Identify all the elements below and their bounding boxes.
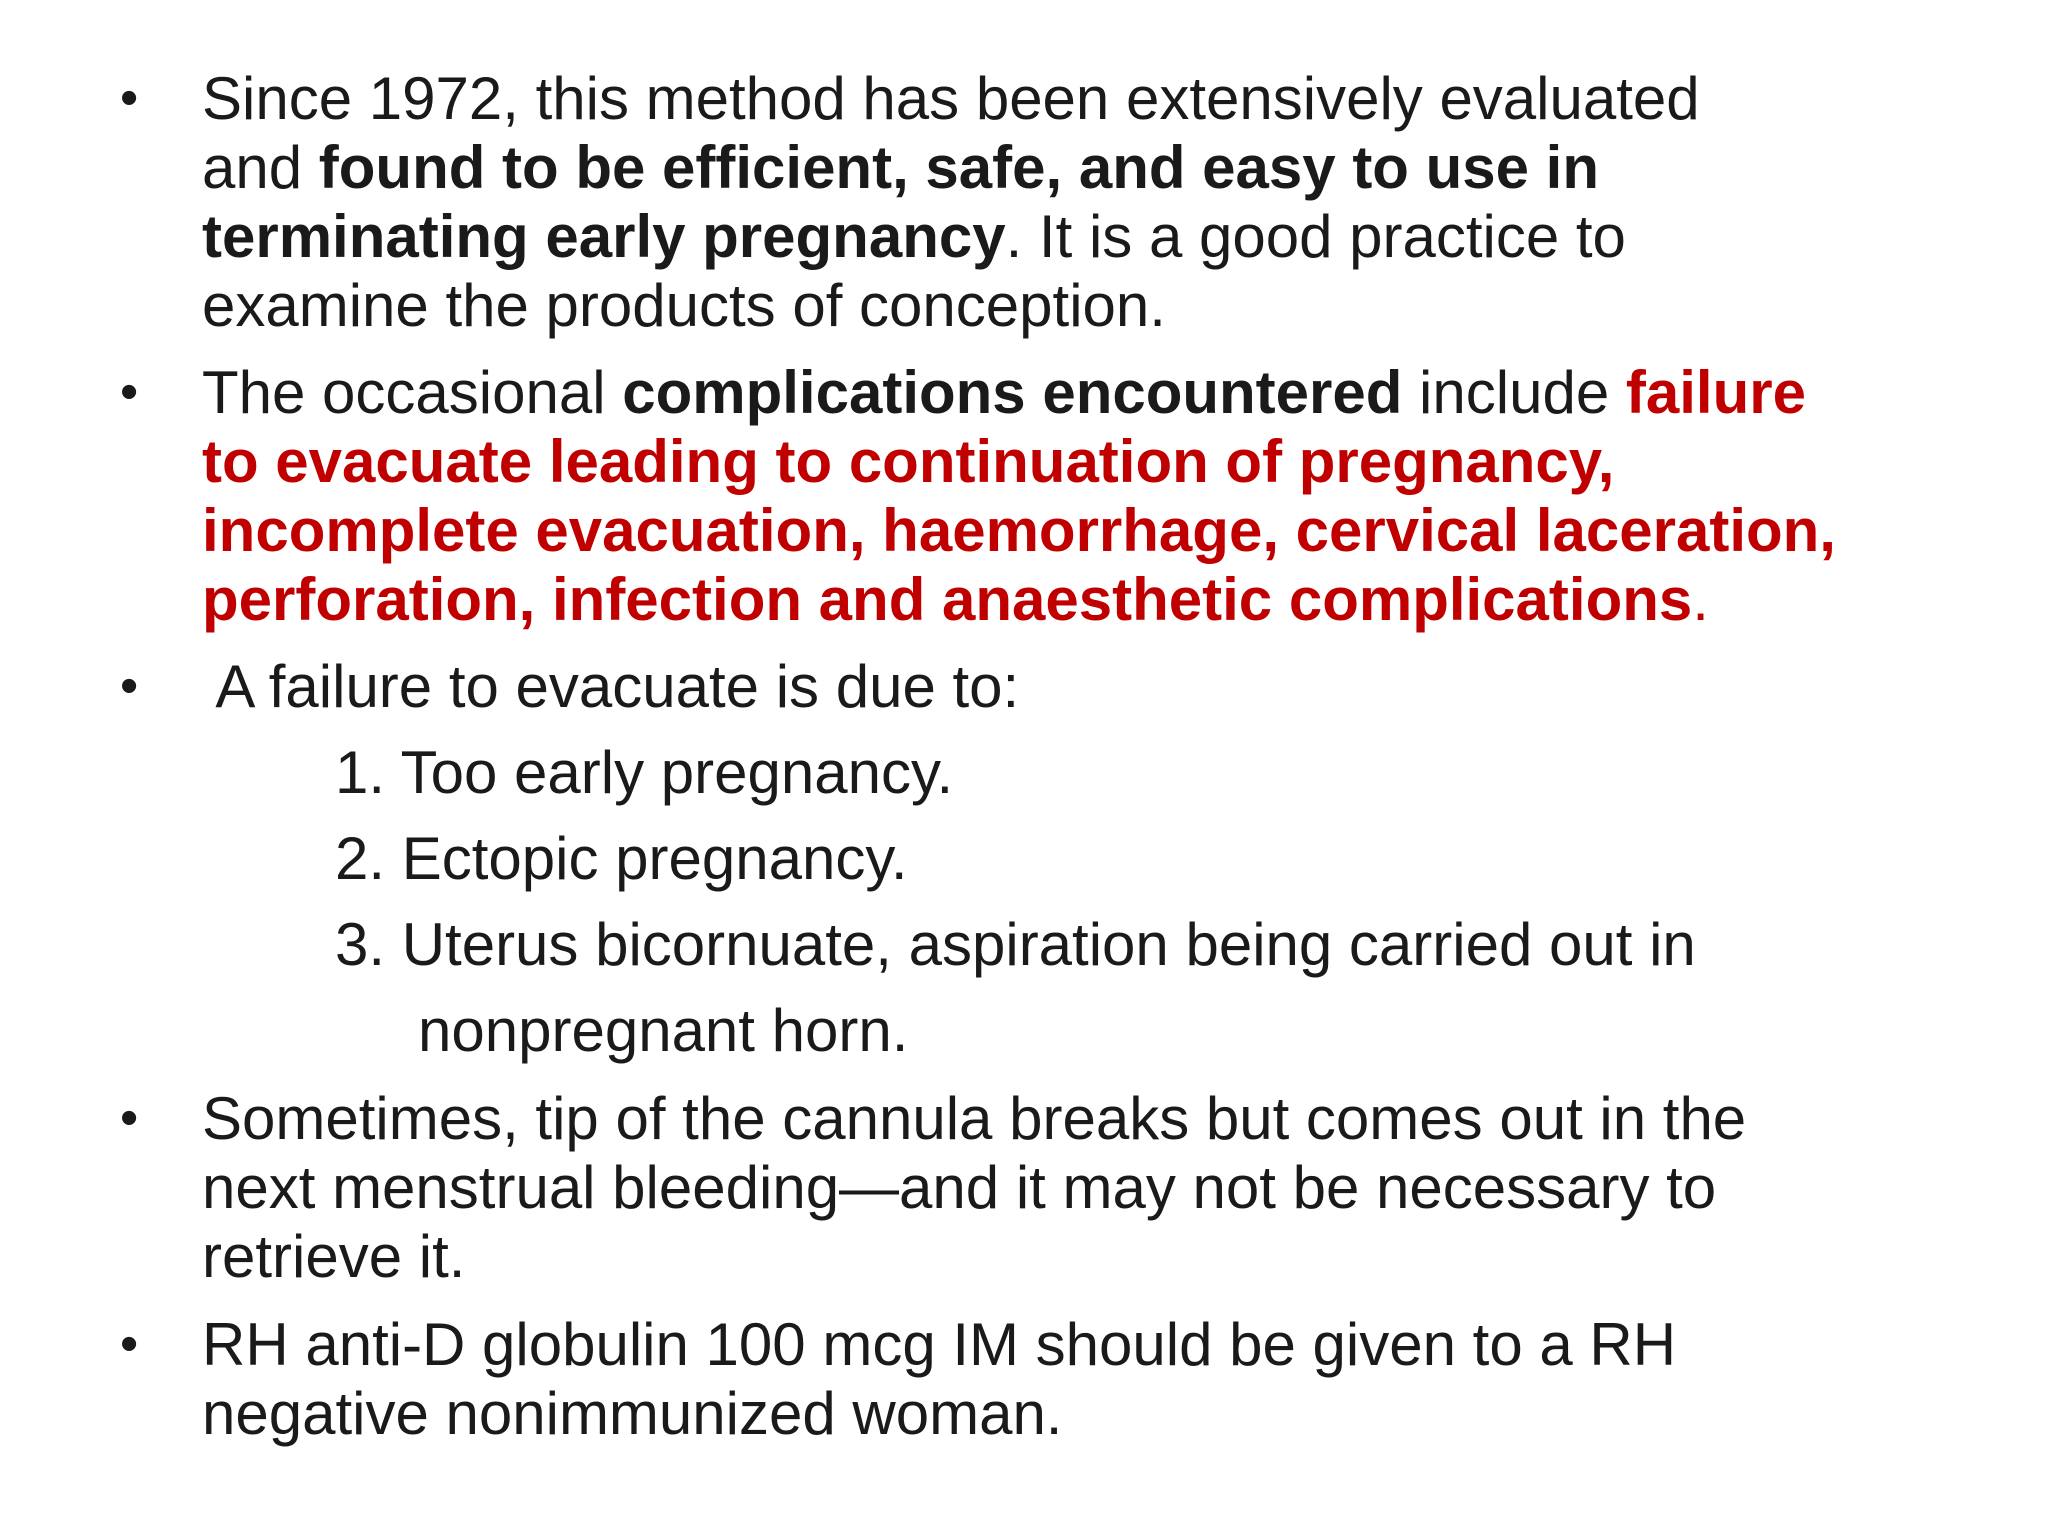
- bullet-icon: •: [120, 657, 139, 715]
- text-line: next menstrual bleeding—and it may not be necessary to: [202, 1154, 1717, 1221]
- text-line: Sometimes, tip of the cannula breaks but comes out in the: [202, 1085, 1747, 1152]
- numbered-item-3-continuation: nonpregnant horn.: [418, 997, 909, 1064]
- text-line: negative nonimmunized woman.: [202, 1380, 1063, 1447]
- numbered-item-2: 2. Ectopic pregnancy.: [335, 825, 908, 892]
- text-run: and: [202, 134, 319, 201]
- text-line: Since 1972, this method has been extensively evaluated: [202, 65, 1700, 132]
- bullet-text-1: [202, 64, 1992, 340]
- text-run: . It is a good practice to: [1005, 203, 1626, 270]
- text-line: [202, 565, 1992, 634]
- text-line: [202, 358, 1992, 427]
- text-run: The occasional: [202, 359, 623, 426]
- bullet-text-2: [202, 358, 1992, 634]
- text-run: include: [1402, 359, 1626, 426]
- bullet-text-5: [202, 1310, 1992, 1448]
- red-emphasis-run: failure: [1625, 359, 1806, 426]
- text-line: RH anti-D globulin 100 mcg IM should be given to a RH: [202, 1311, 1677, 1378]
- bullet-text-4: [202, 1084, 1992, 1291]
- red-emphasis-line: incomplete evacuation, haemorrhage, cervical laceration,: [202, 497, 1836, 564]
- red-emphasis-run: perforation, infection and anaesthetic complications: [202, 566, 1693, 633]
- bullet-text-3: [202, 652, 1992, 721]
- numbered-item-3: 3. Uterus bicornuate, aspiration being carried out in: [335, 911, 1696, 978]
- text-line: [202, 202, 1992, 271]
- text-line: A failure to evacuate is due to:: [202, 653, 1020, 720]
- bullet-icon: •: [120, 1315, 139, 1373]
- red-emphasis-line: to evacuate leading to continuation of pregnancy,: [202, 428, 1615, 495]
- bold-text-run: complications encountered: [622, 359, 1403, 426]
- bullet-icon: •: [120, 69, 139, 127]
- bold-text-run: terminating early pregnancy: [202, 203, 1006, 270]
- bold-text-run: found to be efficient, safe, and easy to use in: [318, 134, 1599, 201]
- text-line: retrieve it.: [202, 1223, 466, 1290]
- numbered-item-1: 1. Too early pregnancy.: [335, 739, 954, 806]
- text-line: examine the products of conception.: [202, 272, 1166, 339]
- bullet-icon: •: [120, 363, 139, 421]
- text-line: [202, 133, 1992, 202]
- bullet-icon: •: [120, 1089, 139, 1147]
- red-period: .: [1692, 566, 1709, 633]
